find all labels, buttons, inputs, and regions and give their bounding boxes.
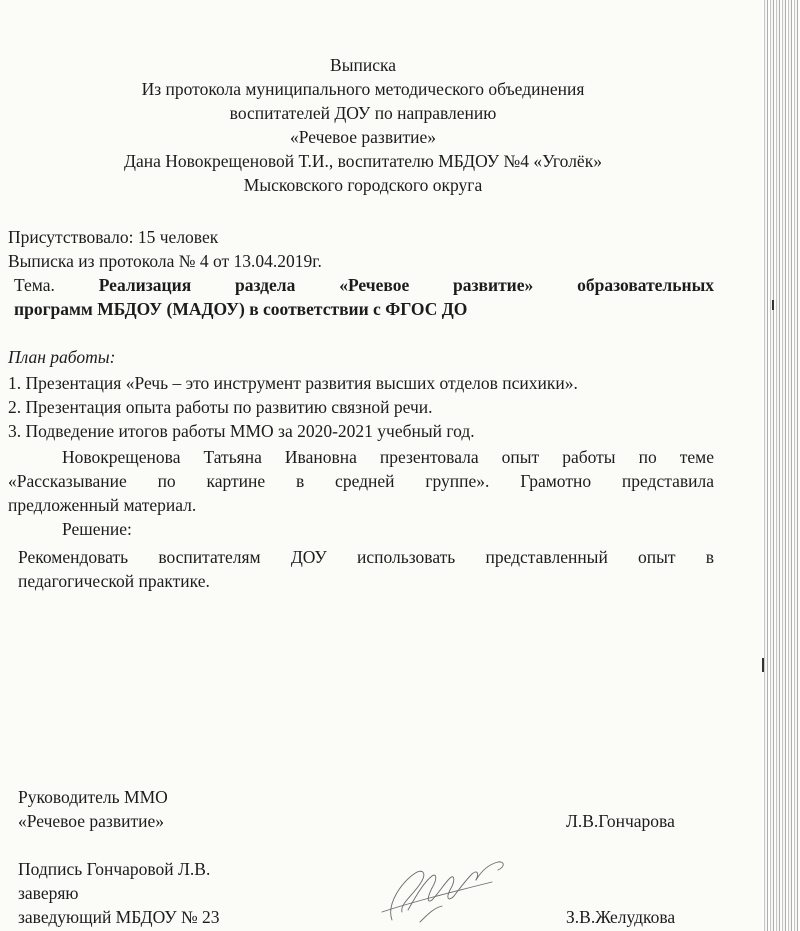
certification-line: заведующий МБДОУ № 23	[18, 907, 220, 927]
attendance: Присутствовало: 15 человек	[8, 227, 219, 247]
report-text: предложенный материал.	[8, 495, 197, 515]
plan-item: 3. Подведение итогов работы ММО за 2020-2021 учебный год.	[8, 421, 475, 441]
topic-line	[14, 274, 714, 296]
header-line: Дана Новокрещеновой Т.И., воспитателю МБДОУ №4 «Уголёк»	[124, 151, 602, 171]
handwritten-signature	[372, 852, 512, 930]
topic-label: Тема.	[14, 275, 55, 295]
scan-edge	[762, 0, 800, 931]
doc-title: Выписка	[330, 55, 396, 75]
topic-line	[14, 298, 467, 320]
header-line: Из протокола муниципального методического объединения	[141, 79, 585, 99]
topic-text: программ МБДОУ (МАДОУ) в соответствии с ФГОС ДО	[14, 299, 468, 319]
decision-text: педагогической практике.	[18, 571, 210, 591]
decision-heading: Решение:	[62, 519, 132, 539]
signatory-title: Руководитель ММО	[18, 787, 168, 807]
plan-item: 1. Презентация «Речь – это инструмент развития высших отделов психики».	[8, 373, 578, 393]
report-text: Новокрещенова Татьяна Ивановна презентовала опыт работы по теме	[62, 447, 714, 467]
certification-line: заверяю	[18, 883, 79, 903]
decision-text: Рекомендовать воспитателям ДОУ использовать представленный опыт в	[18, 547, 714, 567]
report-text: «Рассказывание по картине в средней группе». Грамотно представила	[8, 471, 714, 491]
certification-line: Подпись Гончаровой Л.В.	[18, 859, 211, 879]
header-line: воспитателей ДОУ по направлению	[229, 103, 497, 123]
certifier-name: З.В.Желудкова	[566, 907, 676, 927]
plan-item: 2. Презентация опыта работы по развитию связной речи.	[8, 397, 433, 417]
protocol-reference: Выписка из протокола № 4 от 13.04.2019г.	[8, 251, 322, 271]
scan-speck	[762, 658, 764, 672]
header-line: Мысковского городского округа	[243, 175, 483, 195]
signatory-name: Л.В.Гончарова	[566, 811, 675, 831]
plan-heading: План работы:	[8, 347, 116, 367]
scan-speck	[772, 300, 774, 310]
header-line: «Речевое развитие»	[290, 127, 436, 147]
topic-text: Реализация раздела «Речевое развитие» образовательных	[98, 275, 715, 295]
signatory-title: «Речевое развитие»	[18, 811, 164, 831]
